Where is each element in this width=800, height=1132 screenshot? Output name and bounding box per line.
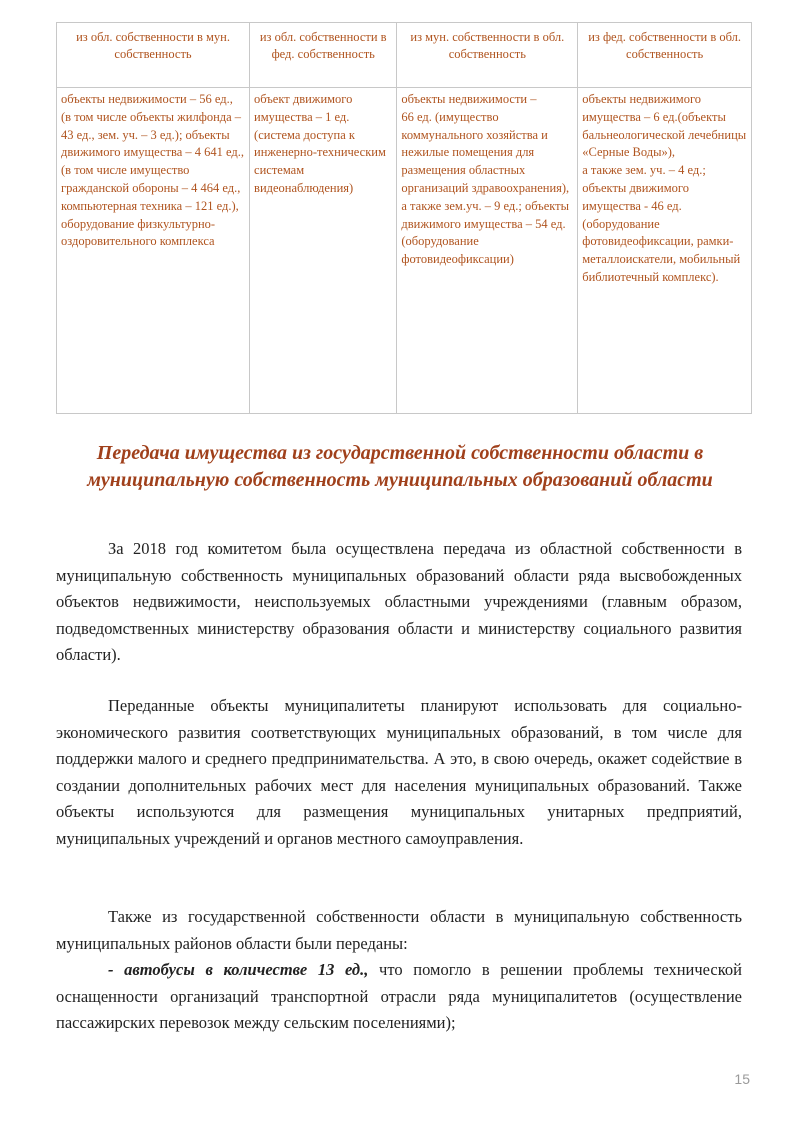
table-cell: объекты недвижимости – 66 ед. (имущество коммунального хозяйства и нежилые помещения для размещения областных организаций здравоохранения), а также зем.уч. – 9 ед.; объекты движимого имущества – 54 ед. (оборудование фотовидеофиксации) [397,88,578,414]
page-number: 15 [734,1071,750,1087]
paragraph-list-item [56,957,742,1037]
paragraph: За 2018 год комитетом была осуществлена передача из областной собственности в муниципальную собственность муниципальных образований области ряда высвобожденных объектов недвижимости, неиспользуемых областными учреждениями (главным образом, подведомственных министерству образования области и министерству социального развития области). [56,539,742,664]
section-title: Передача имущества из государственной собственности области в муниципальную собственность муниципальных образований области [87,442,713,491]
table-header-cell: из обл. собственности в мун. собственность [57,23,250,88]
table-cell: объект движимого имущества – 1 ед. (система доступа к инженерно-техническим системам видеонаблюдения) [250,88,397,414]
table-header-cell: из мун. собственности в обл. собственность [397,23,578,88]
property-transfer-table [56,22,752,414]
paragraph-text: что помогло в решении проблемы технической оснащенности организаций транспортной отрасли ряда муниципалитетов (осуществление пассажирских перевозок между сельским поселениями); [56,960,743,1032]
table-header-row [57,23,752,88]
paragraph: Также из государственной собственности области в муниципальную собственность муниципальных районов области были переданы: [56,907,742,953]
table-row [57,88,752,414]
table-cell: объекты недвижимости – 56 ед., (в том числе объекты жилфонда – 43 ед., зем. уч. – 3 ед.); объекты движимого имущества – 4 641 ед., (в том числе имущество гражданской обороны – 4 464 ед., компьютерная техника – 121 ед.), оборудование физкультурно-оздоровительного комплекса [57,88,250,414]
paragraph: Переданные объекты муниципалитеты планируют использовать для социально-экономического развития соответствующих муниципальных образований, в том числе для поддержки малого и среднего предпринимательства. А это, в свою очередь, окажет содействие в создании дополнительных рабочих мест для населения муниципальных образований. Также объекты используются для размещения муниципальных унитарных предприятий, муниципальных учреждений и органов местного самоуправления. [56,696,742,848]
emphasis-text: - автобусы в количестве 13 ед., [108,960,369,979]
table-cell: объекты недвижимого имущества – 6 ед.(объекты бальнеологической лечебницы «Серные Воды»), а также зем. уч. – 4 ед.; объекты движимого имущества - 46 ед. (оборудование фотовидеофиксации, рамки-металлоискатели, мобильный библиотечный комплекс). [578,88,752,414]
table-header-cell: из обл. собственности в фед. собственность [250,23,397,88]
table-header-cell: из фед. собственности в обл. собственность [578,23,752,88]
